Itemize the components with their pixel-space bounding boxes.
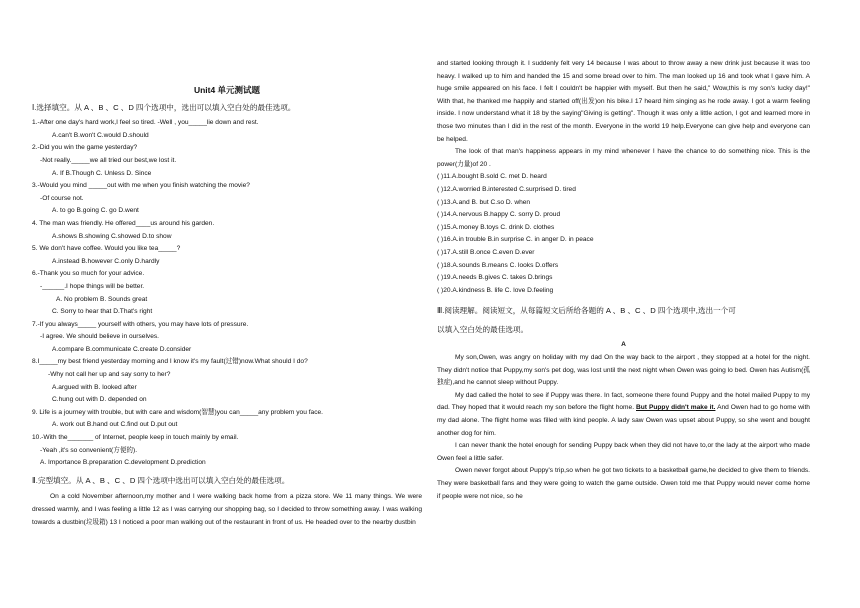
question-stem: 10.-With the_______ of Internet, people keep in touch mainly by email.	[32, 434, 239, 442]
cloze-option-row: ( )15.A.money B.toys C. drink D. clothes	[437, 223, 555, 231]
cloze-option-row: ( )12.A.worried B.interested C.surprised D. tired	[437, 185, 576, 193]
question-options: A.argued with B. looked after	[52, 383, 137, 391]
reading-paragraph-2	[437, 390, 810, 440]
question-options: A. work out B.hand out C.find out D.put out	[52, 421, 178, 429]
question-options: A.shows B.showing C.showed D.to show	[52, 232, 172, 240]
cloze-option-row: ( )11.A.bought B.sold C. met D. heard	[437, 173, 547, 181]
question-stem: 1.-After one day's hard work,I feel so tired. -Well , you_____lie down and rest.	[32, 119, 259, 127]
question-stem: 8.I_____my best friend yesterday morning and I know it's my fault(过错)now.What should I do?	[32, 358, 308, 366]
question-line: -I agree. We should believe in ourselves.	[40, 333, 159, 341]
section1-heading: Ⅰ.选择填空。从 A 、B 、C 、D 四个选项中，选出可以填入空白处的最佳选项。	[32, 102, 296, 112]
question-line: -______.I hope things will be better.	[40, 282, 145, 290]
question-2	[32, 142, 422, 180]
question-options: A. No problem B. Sounds great	[56, 295, 148, 303]
cloze-option-row: ( )13.A.and B. but C.so D. when	[437, 198, 531, 206]
question-stem: 2.-Did you win the game yesterday?	[32, 144, 138, 152]
question-options: A. Importance B.preparation C.development D.prediction	[40, 459, 206, 467]
question-options: A.instead B.however C.only D.hardly	[52, 257, 160, 265]
question-options: A.can't B.won't C.would D.should	[52, 131, 149, 139]
cloze-options	[437, 171, 810, 297]
question-line: -Yeah ,it's so convenient(方便的).	[40, 446, 138, 454]
question-line: -Not really._____we all tried our best,we lost it.	[40, 156, 177, 164]
question-6	[32, 268, 422, 318]
question-7	[32, 319, 422, 357]
reading-paragraph-3: I can never thank the hotel enough for sending Puppy back when they did not have to,or the lady at the airport who made Owen feel a little safer.	[437, 442, 810, 462]
cloze-option-row: ( )18.A.sounds B.means C. looks D.offers	[437, 261, 559, 269]
cloze-option-row: ( )19.A.needs B.gives C. takes D.brings	[437, 274, 553, 282]
question-5	[32, 243, 422, 268]
question-stem: 7.-If you always_____ yourself with others, you may have lots of pressure.	[32, 320, 249, 328]
passage-label: A	[621, 341, 626, 349]
cloze-option-row: ( )17.A.still B.once C.even D.ever	[437, 248, 535, 256]
paragraph-text: And Owen had to go home with my dad alone. The flight home was filled with kind people. A lady saw Owen was upset about Puppy, so she went and bought another dog for him.	[437, 404, 810, 437]
question-stem: 3.-Would you mind _____out with me when you finish watching the movie?	[32, 182, 250, 190]
section3-heading: Ⅲ.阅读理解。阅读短文，从每篇短文后所给各题的 A 、B 、C 、D 四个选项中,选出一个可	[437, 306, 736, 316]
question-line: -Of course not.	[40, 194, 84, 202]
question-3	[32, 180, 422, 218]
reading-paragraph-4: Owen never forgot about Puppy's trip,so when he got two tickets to a basketball game,he decided to give them to friends. They were basketball fans and they were going to watch the game outside. Owen told me that Puppy would never come home if people were not nice, so he	[437, 467, 810, 500]
question-stem: 6.-Thank you so much for your advice.	[32, 270, 145, 278]
question-9	[32, 407, 422, 432]
underlined-sentence: But Puppy didn't make it.	[636, 404, 716, 412]
question-options: A.compare B.communicate C.create D.consider	[52, 345, 192, 353]
cloze-passage-part1: On a cold November afternoon,my mother and I were walking back home from a pizza store. We 11 many things. We were dressed warmly, and I was feeling a little 12 as I was carrying our shopping bag, so I decided to throw something away. I was walking towards a dustbin(垃圾箱) 13 I noticed a poor man walking out of the restaurant in front of us. He headed over to the nearby dustbin	[32, 493, 422, 526]
right-column	[437, 0, 810, 503]
reading-paragraph-1: My son,Owen, was angry on holiday with my dad On the way back to the airport , they stopped at a hotel for the night. They didn't notice that Puppy,my son's pet dog, was lost until the next night when Owen was going lo bed. Owen has Autism(孤独症),and he cannot sleep without Puppy.	[437, 354, 810, 387]
cloze-option-row: ( )20.A.kindness B. life C. love D.feeling	[437, 286, 554, 294]
cloze-passage-part2: and started looking through it. I suddenly felt very 14 because I was about to throw away a new drink just because it was too heavy. I walked up to him and handed the 15 and some bread over to him. The man looked up 16 and took what I gave him. A huge smile appeared on his face. I felt I couldn't be happier with myself. But then he said," Wow,this is my son's lucky day!" With that, he thanked me happily and started off(出发)on his bike.I 17 heard him singing as he rode away. I got a warm feeling inside. I now understand what it 18 by the saying"Giving is getting". Though it was only a little action, I got and learned more in those two minutes than I did in the rest of the month. Everyone in the world 19 help.Everyone can give help and everyone can be helped.	[437, 60, 810, 143]
left-column	[32, 0, 422, 529]
paragraph-text: My dad called the hotel to see if Puppy was there. In fact, someone there found Puppy and the hotel mailed Puppy to my dad. They hoped that it would reach my son before the flight home.	[437, 391, 810, 412]
question-options: A. to go B.going C. go D.went	[52, 207, 139, 215]
question-stem: 5. We don't have coffee. Would you like tea_____?	[32, 245, 181, 253]
question-4	[32, 218, 422, 243]
question-stem: 9. Life is a journey with trouble, but with care and wisdom(智慧)you can_____any problem you face.	[32, 408, 324, 416]
cloze-option-row: ( )16.A.in trouble B.in surprise C. in anger D. in peace	[437, 236, 594, 244]
question-options: A. If B.Though C. Unless D. Since	[52, 169, 152, 177]
question-options: C. Sorry to hear that D.That's right	[52, 308, 153, 316]
question-8	[32, 356, 422, 406]
cloze-passage-part3: The look of that man's happiness appears in my mind whenever I have the chance to do something nice. This is the power(力量)of 20 .	[437, 148, 810, 168]
page-title: Unit4 单元测试题	[193, 85, 261, 95]
question-1	[32, 117, 422, 142]
question-stem: 4. The man was friendly. He offered____us around his garden.	[32, 219, 215, 227]
question-line: -Why not call her up and say sorry to her?	[48, 371, 171, 379]
section2-heading: Ⅱ.完型填空。从 A 、B 、C 、D 四个选项中选出可以填入空白处的最佳选项。	[32, 475, 290, 485]
cloze-option-row: ( )14.A.nervous B.happy C. sorry D. proud	[437, 211, 561, 219]
question-10	[32, 432, 422, 470]
question-options: C.hung out with D. depended on	[52, 396, 147, 404]
section3-heading-cont: 以填入空白处的最佳选项。	[437, 324, 529, 334]
